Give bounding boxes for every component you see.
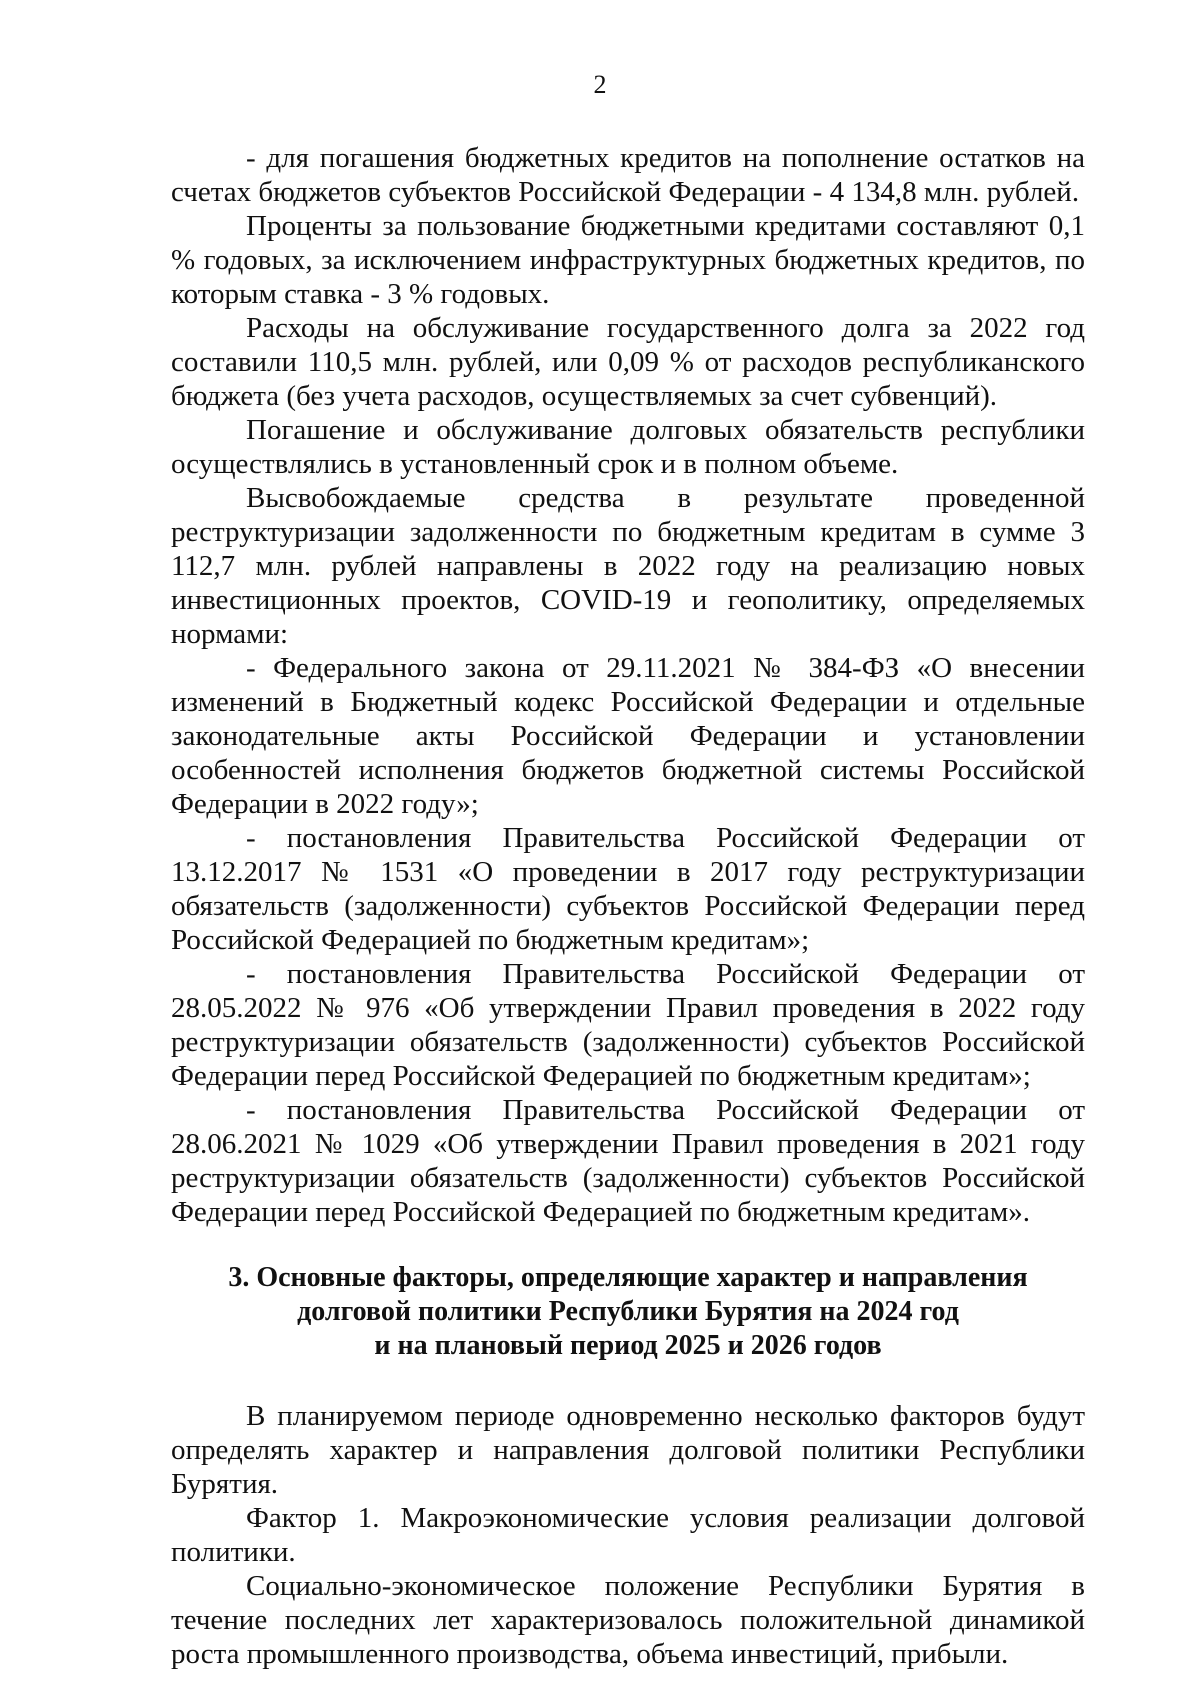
paragraph-socio-economic: Социально-экономическое положение Республики Бурятия в течение последних лет характеризовалось положительной динамикой роста промышленного производства, объема инвестиций, прибыли. [171, 1570, 1085, 1670]
section-heading-line-3: и на плановый период 2025 и 2026 годов [374, 1330, 882, 1361]
paragraph-planning-factors: В планируемом периоде одновременно несколько факторов будут определять характер и направления долговой политики Республики Бурятия. [171, 1400, 1085, 1500]
section-heading [171, 1261, 1085, 1363]
paragraph-resolution-1531: - постановления Правительства Российской Федерации от 13.12.2017 № 1531 «О проведении в 2017 году реструктуризации обязательств (задолженности) субъектов Российской Федерации перед Российской Федерацией по бюджетным кредитам»; [171, 822, 1085, 956]
paragraph-obligations-fulfilled: Погашение и обслуживание долговых обязательств республики осуществлялись в установленный срок и в полном объеме. [171, 414, 1085, 480]
paragraph-factor-1: Фактор 1. Макроэкономические условия реализации долговой политики. [171, 1502, 1085, 1568]
document-body [171, 141, 1085, 1671]
paragraph-released-funds: Высвобождаемые средства в результате проведенной реструктуризации задолженности по бюджетным кредитам в сумме 3 112,7 млн. рублей направлены в 2022 году на реализацию новых инвестиционных проектов, COVID-19 и геополитику, определяемых нормами: [171, 482, 1085, 650]
paragraph-resolution-976: - постановления Правительства Российской Федерации от 28.05.2022 № 976 «Об утверждении Правил проведения в 2022 году реструктуризации обязательств (задолженности) субъектов Российской Федерации перед Российской Федерацией по бюджетным кредитам»; [171, 958, 1085, 1092]
paragraph-resolution-1029: - постановления Правительства Российской Федерации от 28.06.2021 № 1029 «Об утверждении Правил проведения в 2021 году реструктуризации обязательств (задолженности) субъектов Российской Федерации перед Российской Федерацией по бюджетным кредитам». [171, 1094, 1085, 1228]
section-heading-line-2: долговой политики Республики Бурятия на 2024 год [297, 1296, 959, 1327]
heading-spacer [171, 1363, 1085, 1399]
paragraph-loan-repayment: - для погашения бюджетных кредитов на пополнение остатков на счетах бюджетов субъектов Российской Федерации - 4 134,8 млн. рублей. [171, 142, 1085, 208]
paragraph-interest-rates: Проценты за пользование бюджетными кредитами составляют 0,1 % годовых, за исключением инфраструктурных бюджетных кредитов, по которым ставка - 3 % годовых. [171, 210, 1085, 310]
paragraph-federal-law-384: - Федерального закона от 29.11.2021 № 384-ФЗ «О внесении изменений в Бюджетный кодекс Российской Федерации и отдельные законодательные акты Российской Федерации и установлении особенностей исполнения бюджетов бюджетной системы Российской Федерации в 2022 году»; [171, 652, 1085, 820]
paragraph-debt-service-costs: Расходы на обслуживание государственного долга за 2022 год составили 110,5 млн. рублей, или 0,09 % от расходов республиканского бюджета (без учета расходов, осуществляемых за счет субвенций). [171, 312, 1085, 412]
section-heading-line-1: 3. Основные факторы, определяющие характер и направления [228, 1262, 1028, 1293]
page-number: 2 [593, 70, 607, 99]
